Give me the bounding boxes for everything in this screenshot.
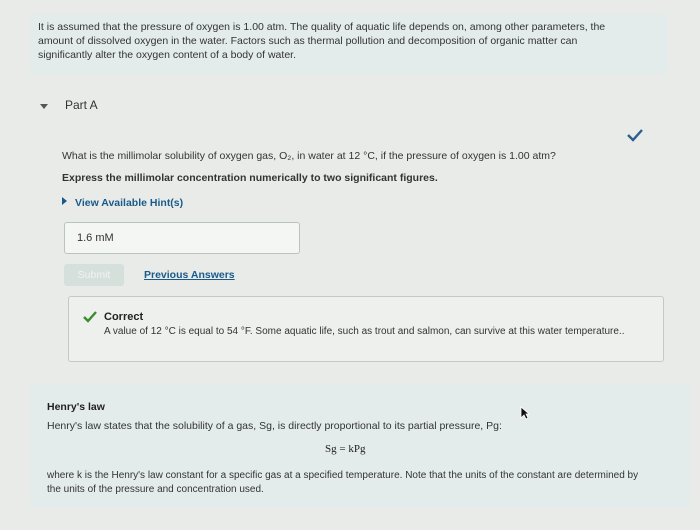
instruction-text: Express the millimolar concentration numerically to two significant figures. — [62, 172, 438, 184]
henry-explanation: where k is the Henry's law constant for a specific gas at a specified temperature. Note that the units of the constant are determined by the units of the pressure and concentration used. — [47, 470, 639, 495]
submit-button[interactable]: Submit — [64, 264, 124, 286]
previous-answers-link[interactable]: Previous Answers — [144, 269, 235, 281]
mouse-pointer-icon — [520, 406, 530, 420]
answer-value: 1.6 mM — [77, 232, 114, 244]
view-hints-link[interactable] — [62, 197, 183, 209]
hint-label: View Available Hint(s) — [75, 197, 184, 209]
henry-statement: Henry's law states that the solubility of a gas, Sg, is directly proportional to its partial pressure, Pg: — [47, 420, 502, 432]
part-a-header[interactable] — [30, 94, 670, 124]
feedback-text: A value of 12 °C is equal to 54 °F. Some aquatic life, such as trout and salmon, can survive at this water temperature.. — [104, 326, 625, 337]
henry-formula: Sg = kPg — [325, 443, 366, 455]
feedback-title: Correct — [104, 311, 144, 323]
intro-line: It is assumed that the pressure of oxygen is 1.00 atm. The quality of aquatic life depends on, among other parameters, the — [38, 21, 606, 33]
henry-title: Henry's law — [47, 401, 105, 413]
feedback-box — [68, 296, 664, 362]
expand-triangle-icon — [62, 197, 67, 205]
part-a-label: Part A — [65, 98, 98, 112]
intro-line: amount of dissolved oxygen in the water. Factors such as thermal pollution and decomposition of organic matter can — [38, 35, 578, 47]
intro-text-panel — [30, 14, 668, 74]
question-text: What is the millimolar solubility of oxygen gas, O₂, in water at 12 °C, if the pressure of oxygen is 1.00 atm? — [62, 150, 556, 162]
intro-line: significantly alter the oxygen content of a body of water. — [38, 49, 296, 61]
answer-field[interactable] — [64, 222, 300, 254]
check-icon — [627, 128, 643, 142]
correct-check-icon — [83, 311, 97, 323]
henrys-law-panel — [30, 383, 690, 508]
collapse-caret-icon[interactable] — [40, 104, 48, 109]
